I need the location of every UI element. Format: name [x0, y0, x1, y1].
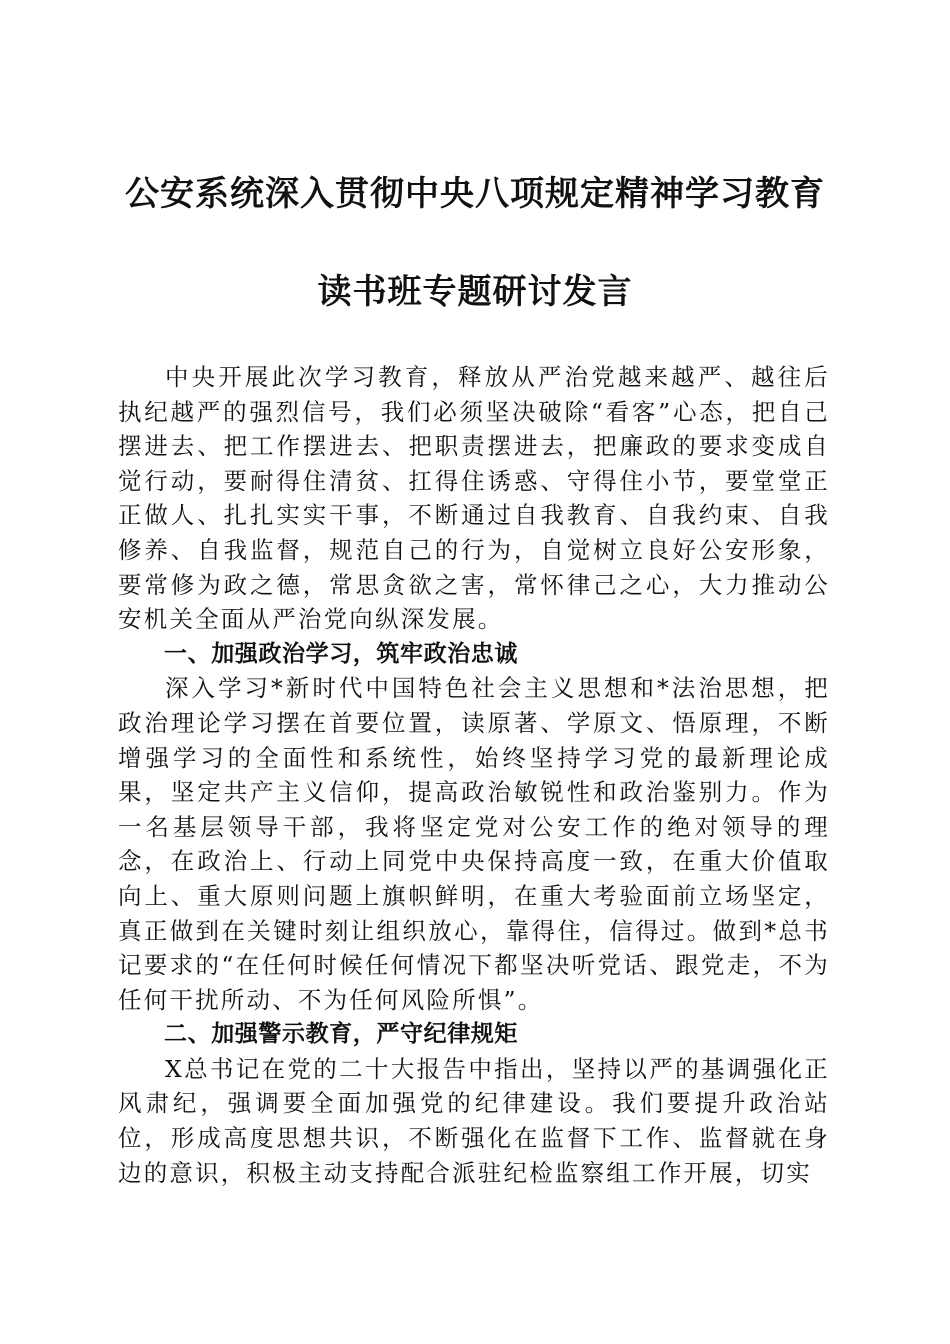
document-title-line-2: 读书班专题研讨发言	[317, 272, 633, 312]
section-heading-1: 一、加强政治学习，筑牢政治忠诚	[164, 640, 518, 667]
paragraph-section-1: 深入学习*新时代中国特色社会主义思想和*法治思想，把政治理论学习摆在首要位置，读原著、学原文、悟原理，不断增强学习的全面性和系统性，始终坚持学习党的最新理论成果，坚定共产主义信仰，提高政治敏锐性和政治鉴别力。作为一名基层领导干部，我将坚定党对公安工作的绝对领导的理念，在政治上、行动上同党中央保持高度一致，在重大价值取向上、重大原则问题上旗帜鲜明，在重大考验面前立场坚定，真正做到在关键时刻让组织放心，靠得住，信得过。做到*总书记要求的“在任何时候任何情况下都坚决听党话、跟党走，不为任何干扰所动、不为任何风险所惧”。	[118, 674, 830, 1014]
document-title-line-1: 公安系统深入贯彻中央八项规定精神学习教育	[125, 174, 825, 214]
paragraph-intro: 中央开展此次学习教育，释放从严治党越来越严、越往后执纪越严的强烈信号，我们必须坚决破除“看客”心态，把自己摆进去、把工作摆进去、把职责摆进去，把廉政的要求变成自觉行动，要耐得住清贫、扛得住诱惑、守得住小节，要堂堂正正做人、扎扎实实干事，不断通过自我教育、自我约束、自我修养、自我监督，规范自己的行为，自觉树立良好公安形象，要常修为政之德，常思贪欲之害，常怀律己之心，大力推动公安机关全面从严治党向纵深发展。	[118, 363, 830, 634]
paragraph-section-2: X总书记在党的二十大报告中指出，坚持以严的基调强化正风肃纪，强调要全面加强党的纪律建设。我们要提升政治站位，形成高度思想共识，不断强化在监督下工作、监督就在身边的意识，积极主动支持配合派驻纪检监察组工作开展，切实	[118, 1054, 830, 1187]
document-body	[118, 360, 830, 1190]
section-heading-2: 二、加强警示教育，严守纪律规矩	[164, 1021, 518, 1048]
